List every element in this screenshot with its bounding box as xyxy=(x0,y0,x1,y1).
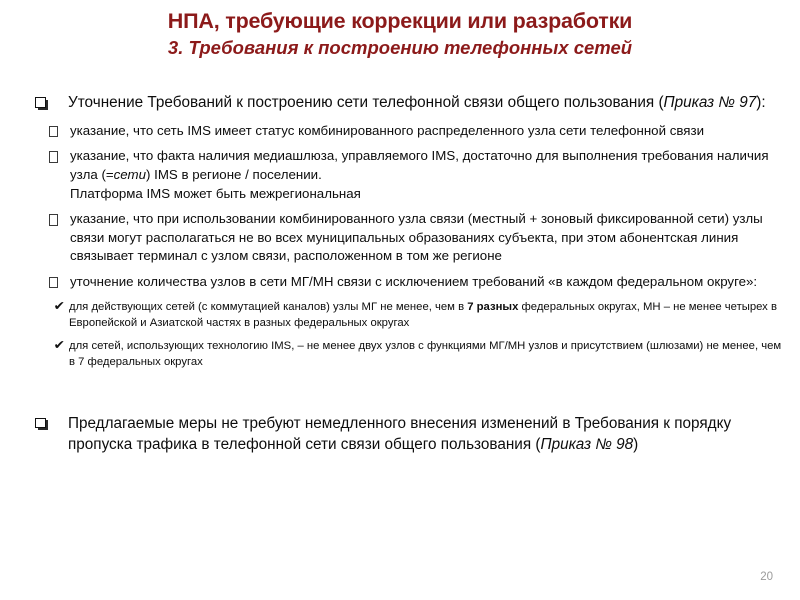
bullet2-order-reference: Приказ № 98 xyxy=(540,436,634,454)
slide-title-block xyxy=(40,8,760,59)
check-mark-icon: ✔ xyxy=(53,337,66,352)
hollow-square-shadow-icon xyxy=(26,92,68,108)
sub2-part3: Платформа IMS может быть межрегиональная xyxy=(70,185,361,201)
list-item-level2-2 xyxy=(26,147,784,203)
hollow-square-shadow-icon xyxy=(26,413,68,429)
hollow-rectangle-icon xyxy=(26,147,70,163)
list-item-level3-1-text xyxy=(69,299,784,331)
list-item-level2-1-text: указание, что сеть IMS имеет статус комбинированного распределенного узла сети телефонной связи xyxy=(70,122,704,138)
check1-bold-count: 7 разных xyxy=(467,300,519,313)
check1-part1: для действующих сетей (с коммутацией каналов) узлы МГ не менее, чем в xyxy=(69,300,468,313)
slide-body xyxy=(26,92,784,458)
list-item-level2-4 xyxy=(26,273,784,292)
slide-number: 20 xyxy=(760,570,773,583)
sub2-italic-seti: сети xyxy=(113,166,147,182)
list-item-level1-first xyxy=(26,92,784,114)
bullet1-text-before: Уточнение Требований к построению сети телефонной связи общего пользования ( xyxy=(68,94,664,111)
list-item-level1-second-text xyxy=(68,413,784,456)
list-item-level2-1 xyxy=(26,122,784,141)
bullet2-text-before: Предлагаемые меры не требуют немедленного внесения изменений в Требования к порядку пропуска трафика в телефонной сети связи общего пользования ( xyxy=(68,414,732,454)
hollow-rectangle-icon xyxy=(26,210,70,226)
page-subtitle: 3. Требования к построению телефонных сетей xyxy=(167,37,633,59)
list-item-level2-3-text: указание, что при использовании комбинированного узла связи (местный + зоновый фиксированной сети) узлы связи могут располагаться не во всех муниципальных образованиях субъекта, при этом абонентская линия связывает терминал с узлом связи, расположенном в том же регионе xyxy=(70,211,763,264)
list-item-level2-2-text xyxy=(70,147,784,203)
list-item-level1-first-text xyxy=(68,92,766,114)
sub2-part1: указание, что факта наличия медиашлюза, управляемого IMS, достаточно для выполнения требования наличия узла (= xyxy=(70,148,769,182)
list-item-level2-3 xyxy=(26,210,784,266)
bullet1-order-reference: Приказ № 97 xyxy=(663,94,757,111)
check-mark-icon: ✔ xyxy=(53,298,66,313)
page-title: НПА, требующие коррекции или разработки xyxy=(167,9,633,33)
bullet1-text-after: ): xyxy=(756,94,766,111)
list-item-level1-second xyxy=(26,413,784,456)
bullet2-text-after: ) xyxy=(633,436,639,454)
list-item-level3-1 xyxy=(26,299,784,331)
hollow-rectangle-icon xyxy=(26,122,70,138)
sub2-part2: ) IMS в регионе / поселении. xyxy=(146,166,322,182)
list-item-level3-2-text: для сетей, использующих технологию IMS, – не менее двух узлов с функциями МГ/МН узлов и присутствием (шлюзами) не менее, чем в 7 федеральных округах xyxy=(69,339,782,368)
hollow-rectangle-icon xyxy=(26,273,70,289)
check1-part2: федеральных округах, МН – не менее четырех в Европейской и Азиатской частях в разных федеральных округах xyxy=(69,300,777,329)
list-item-level3-2 xyxy=(26,338,784,370)
list-item-level2-4-text: уточнение количества узлов в сети МГ/МН связи с исключением требований «в каждом федеральном округе»: xyxy=(70,273,758,289)
